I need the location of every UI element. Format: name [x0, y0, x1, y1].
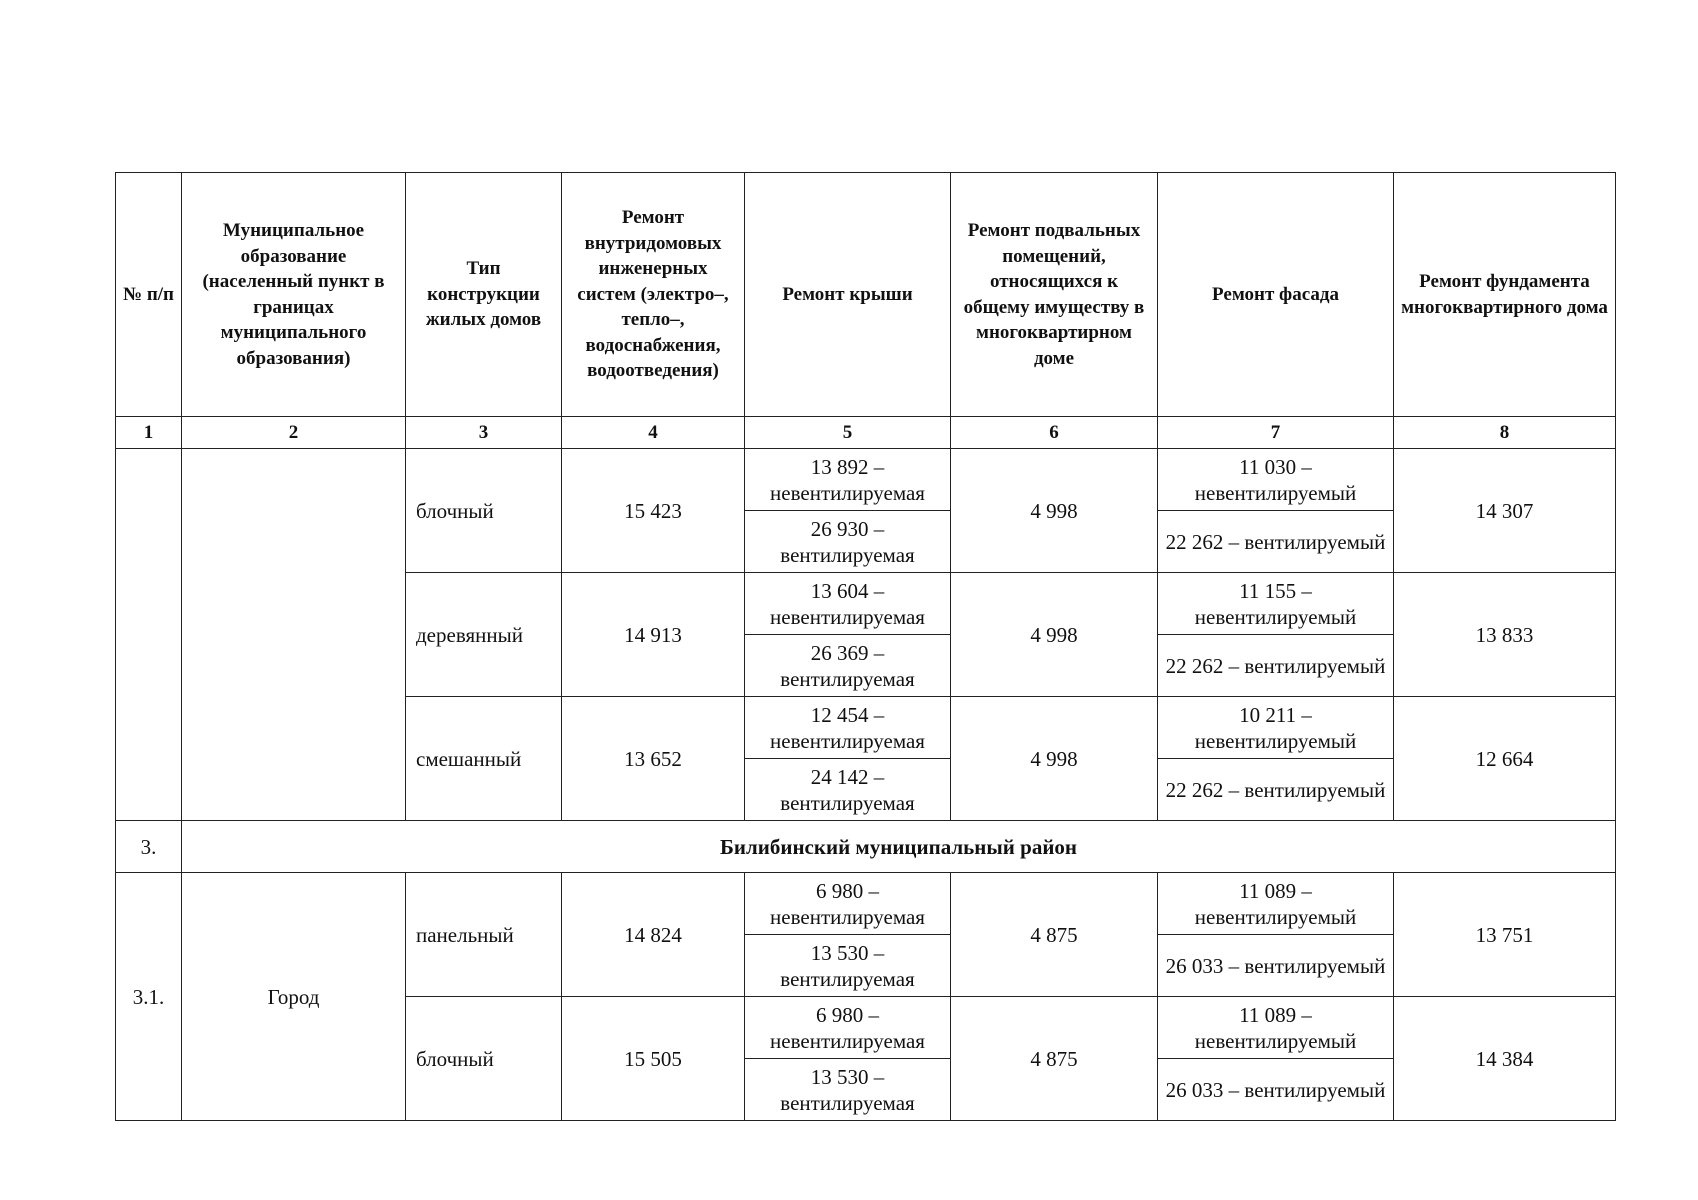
district-name: Билибинский муниципальный район [182, 821, 1616, 873]
column-number: 6 [951, 417, 1158, 449]
facade-cost-unventilated: 11 030 – невентилируемый [1158, 449, 1394, 511]
foundation-cost: 13 751 [1394, 873, 1616, 997]
foundation-cost: 14 384 [1394, 997, 1616, 1121]
facade-cost-ventilated: 22 262 – вентилируемый [1158, 635, 1394, 697]
column-number: 3 [406, 417, 562, 449]
header-basement: Ремонт подвальных помещений, относящихся к общему имуществу в многоквартирном доме [951, 173, 1158, 417]
header-row [116, 173, 1616, 417]
district-number: 3. [116, 821, 182, 873]
facade-cost-unventilated: 10 211 – невентилируемый [1158, 697, 1394, 759]
row-number-cell [116, 449, 182, 821]
column-number: 7 [1158, 417, 1394, 449]
foundation-cost: 14 307 [1394, 449, 1616, 573]
header-municipality: Муниципальное образование (населенный пункт в границах муниципального образования) [182, 173, 406, 417]
header-engineering-systems: Ремонт внутридомовых инженерных систем (электро–, тепло–, водоснабжения, водоотведения) [562, 173, 745, 417]
construction-type: блочный [406, 449, 562, 573]
construction-type: блочный [406, 997, 562, 1121]
table-row [116, 449, 1616, 511]
construction-type: панельный [406, 873, 562, 997]
column-number: 2 [182, 417, 406, 449]
column-number: 1 [116, 417, 182, 449]
engineering-cost: 14 913 [562, 573, 745, 697]
basement-cost: 4 998 [951, 697, 1158, 821]
column-number: 5 [745, 417, 951, 449]
engineering-cost: 14 824 [562, 873, 745, 997]
header-foundation: Ремонт фундамента многоквартирного дома [1394, 173, 1616, 417]
facade-cost-ventilated: 26 033 – вентилируемый [1158, 935, 1394, 997]
roof-cost-ventilated: 13 530 – вентилируемая [745, 1059, 951, 1121]
roof-cost-unventilated: 6 980 – невентилируемая [745, 997, 951, 1059]
header-roof: Ремонт крыши [745, 173, 951, 417]
roof-cost-ventilated: 24 142 – вентилируемая [745, 759, 951, 821]
foundation-cost: 13 833 [1394, 573, 1616, 697]
column-number-row [116, 417, 1616, 449]
column-number: 8 [1394, 417, 1616, 449]
construction-type: смешанный [406, 697, 562, 821]
roof-cost-ventilated: 13 530 – вентилируемая [745, 935, 951, 997]
roof-cost-unventilated: 13 604 – невентилируемая [745, 573, 951, 635]
facade-cost-unventilated: 11 155 – невентилируемый [1158, 573, 1394, 635]
district-row [116, 821, 1616, 873]
basement-cost: 4 998 [951, 573, 1158, 697]
engineering-cost: 15 423 [562, 449, 745, 573]
municipality-cell: Город [182, 873, 406, 1121]
roof-cost-ventilated: 26 930 – вентилируемая [745, 511, 951, 573]
construction-type: деревянный [406, 573, 562, 697]
header-facade: Ремонт фасада [1158, 173, 1394, 417]
column-number: 4 [562, 417, 745, 449]
roof-cost-unventilated: 13 892 – невентилируемая [745, 449, 951, 511]
basement-cost: 4 998 [951, 449, 1158, 573]
roof-cost-unventilated: 6 980 – невентилируемая [745, 873, 951, 935]
roof-cost-unventilated: 12 454 – невентилируемая [745, 697, 951, 759]
facade-cost-ventilated: 22 262 – вентилируемый [1158, 759, 1394, 821]
basement-cost: 4 875 [951, 997, 1158, 1121]
cost-table [115, 172, 1616, 1121]
basement-cost: 4 875 [951, 873, 1158, 997]
facade-cost-ventilated: 26 033 – вентилируемый [1158, 1059, 1394, 1121]
row-number-cell: 3.1. [116, 873, 182, 1121]
engineering-cost: 15 505 [562, 997, 745, 1121]
roof-cost-ventilated: 26 369 – вентилируемая [745, 635, 951, 697]
engineering-cost: 13 652 [562, 697, 745, 821]
municipality-cell [182, 449, 406, 821]
facade-cost-unventilated: 11 089 – невентилируемый [1158, 997, 1394, 1059]
table-row [116, 873, 1616, 935]
facade-cost-ventilated: 22 262 – вентилируемый [1158, 511, 1394, 573]
facade-cost-unventilated: 11 089 – невентилируемый [1158, 873, 1394, 935]
header-number: № п/п [116, 173, 182, 417]
foundation-cost: 12 664 [1394, 697, 1616, 821]
header-construction-type: Тип конструкции жилых домов [406, 173, 562, 417]
